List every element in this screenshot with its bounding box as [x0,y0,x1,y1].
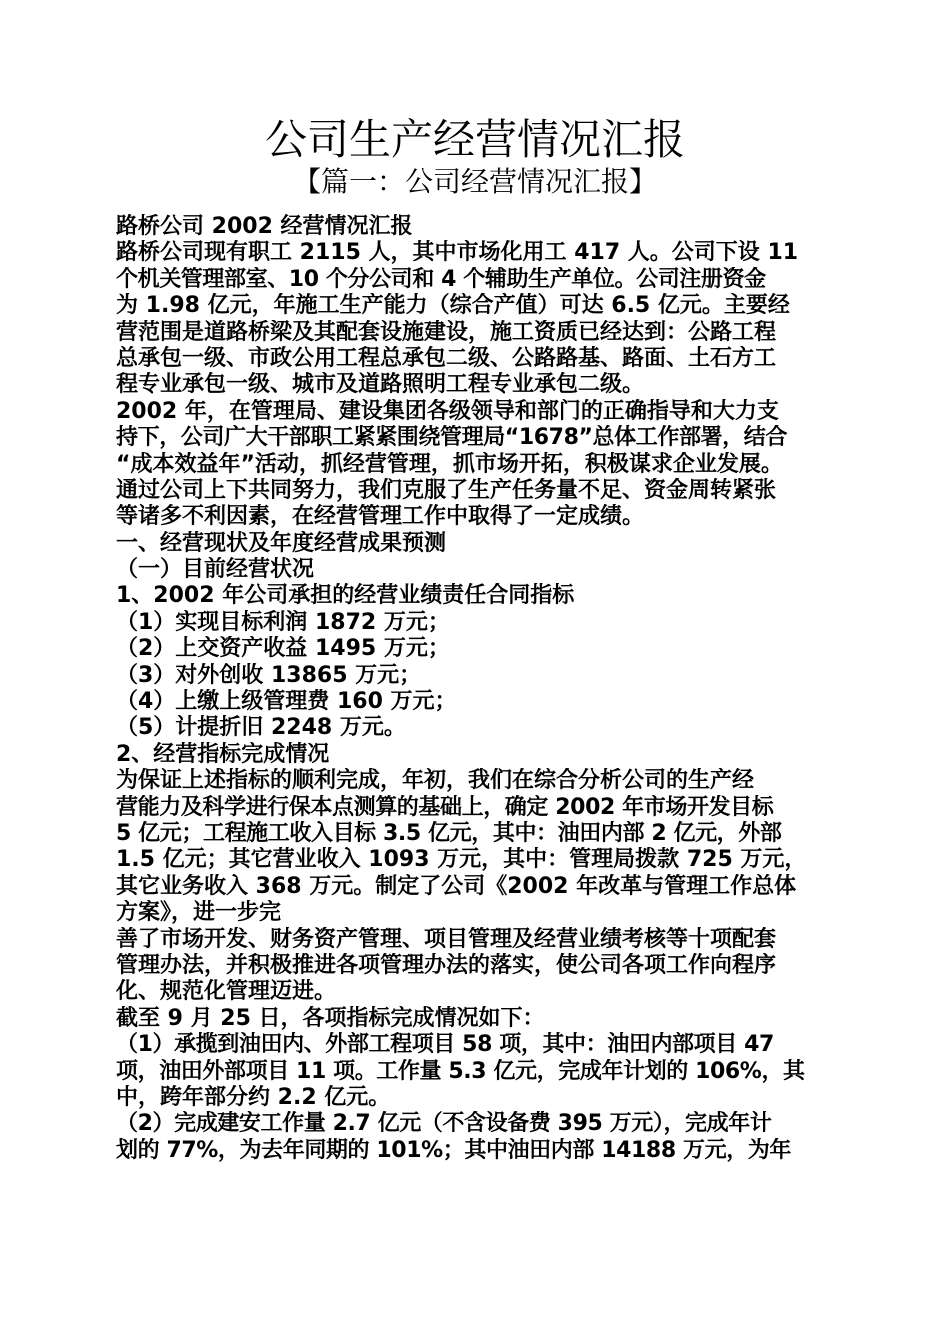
paragraph-line: 其它业务收入 368 万元。制定了公司《2002 年改革与管理工作总体 [116,873,797,899]
paragraph-line: 化、规范化管理迈进。 [116,979,337,1005]
list-item: （2）上交资产收益 1495 万元； [116,636,450,662]
paragraph-line: 总承包一级、市政公用工程总承包二级、公路路基、路面、土石方工 [116,345,777,371]
paragraph-line: 营范围是道路桥梁及其配套设施建设，施工资质已经达到：公路工程 [116,319,777,345]
paragraph-line: 中，跨年部分约 2.2 亿元。 [116,1084,391,1110]
paragraph-line: 程专业承包一级、城市及道路照明工程专业承包二级。 [116,372,645,398]
subsection-heading: 1、2002 年公司承担的经营业绩责任合同指标 [116,583,575,609]
document-body [116,214,838,1164]
paragraph-line: 方案》，进一步完 [116,900,282,926]
paragraph-line: 为保证上述指标的顺利完成，年初，我们在综合分析公司的生产经 [116,768,755,794]
list-item: （3）对外创收 13865 万元； [116,662,422,688]
section-heading: 一、经营现状及年度经营成果预测 [116,530,447,556]
list-item: （2）完成建安工作量 2.7 亿元（不含设备费 395 万元），完成年计 [116,1111,772,1137]
section-heading: 路桥公司 2002 经营情况汇报 [116,214,413,239]
paragraph-line: 通过公司上下共同努力，我们克服了生产任务量不足、资金周转紧张 [116,477,777,503]
list-item: （1）实现目标利润 1872 万元； [116,609,450,635]
paragraph-line: “成本效益年”活动，抓经营管理，抓市场开拓，积极谋求企业发展。 [116,451,783,477]
paragraph-line: 为 1.98 亿元，年施工生产能力（综合产值）可达 6.5 亿元。主要经 [116,293,790,319]
list-item: （4）上缴上级管理费 160 万元； [116,689,457,715]
paragraph-line: 个机关管理部室、10 个分公司和 4 个辅助生产单位。公司注册资金 [116,266,766,292]
list-item: （5）计提折旧 2248 万元。 [116,715,406,741]
paragraph-line: 划的 77%，为去年同期的 101%；其中油田内部 14188 万元，为年 [116,1137,792,1163]
paragraph-line: 管理办法，并积极推进各项管理办法的落实，使公司各项工作向程序 [116,952,777,978]
paragraph-line: 持下，公司广大干部职工紧紧围绕管理局“1678”总体工作部署，结合 [116,425,787,451]
document-subtitle: 【篇一：公司经营情况汇报】 [292,165,657,198]
paragraph-line: 1.5 亿元；其它营业收入 1093 万元，其中：管理局拨款 725 万元， [116,847,807,873]
paragraph-line: 2002 年，在管理局、建设集团各级领导和部门的正确指导和大力支 [116,398,779,424]
paragraph-line: 路桥公司现有职工 2115 人，其中市场化用工 417 人。公司下设 11 [116,240,799,266]
subsection-heading: 2、经营指标完成情况 [116,741,330,767]
paragraph-line: 善了市场开发、财务资产管理、项目管理及经营业绩考核等十项配套 [116,926,777,952]
paragraph-line: 项，油田外部项目 11 项。工作量 5.3 亿元，完成年计划的 106%，其 [116,1058,805,1084]
subsection-heading: （一）目前经营状况 [116,557,315,583]
document-title: 公司生产经营情况汇报 [264,115,685,164]
list-item: （1）承揽到油田内、外部工程项目 58 项，其中：油田内部项目 47 [116,1032,774,1058]
paragraph-line: 营能力及科学进行保本点测算的基础上，确定 2002 年市场开发目标 [116,794,774,820]
paragraph-line: 等诸多不利因素，在经营管理工作中取得了一定成绩。 [116,504,645,530]
paragraph-line: 5 亿元；工程施工收入目标 3.5 亿元，其中：油田内部 2 亿元，外部 [116,820,782,846]
paragraph-line: 截至 9 月 25 日，各项指标完成情况如下： [116,1005,545,1031]
